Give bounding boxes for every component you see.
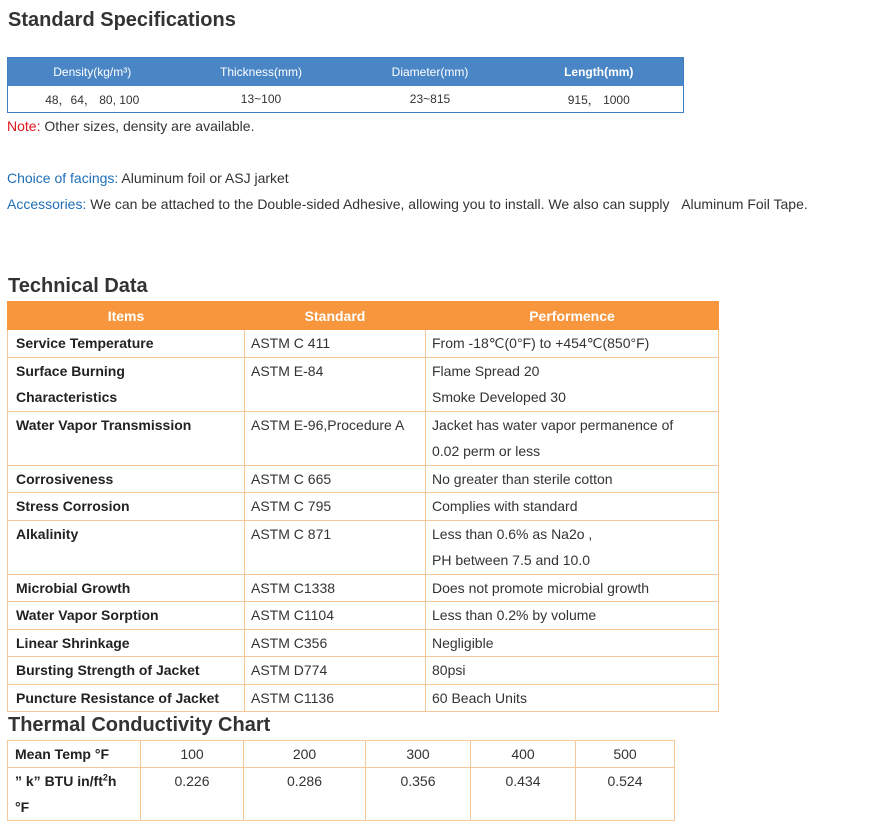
tech-item-text: Alkalinity	[16, 525, 79, 542]
tech-performance-text: Complies with standard	[432, 498, 578, 514]
tech-row	[8, 411, 719, 465]
tech-performance-text: No greater than sterile cotton	[432, 470, 613, 487]
tech-standard-cell: ASTM E-96,Procedure A	[245, 411, 426, 465]
tech-item-text: Puncture Resistance of Jacket	[16, 689, 220, 706]
tech-header-items: Items	[8, 302, 245, 330]
tech-row	[8, 465, 719, 493]
tech-performance-cell	[426, 493, 719, 521]
tech-item-cell	[8, 493, 245, 521]
spec-header-length: Length(mm)	[515, 58, 684, 87]
temp-cell: 200	[244, 741, 366, 768]
spec-value-row	[8, 86, 684, 113]
tech-performance-text: Jacket has water vapor permanence of	[432, 416, 674, 433]
tech-item-text: Water Vapor Transmission	[16, 416, 192, 433]
tech-standard-cell: ASTM C 411	[245, 330, 426, 358]
tech-performance-cell	[426, 684, 719, 712]
tech-performance-text: 80psi	[432, 662, 466, 678]
tech-item-cell	[8, 330, 245, 358]
k-value-cell: 0.434	[471, 768, 576, 821]
tech-item-text: Service Temperature	[16, 335, 154, 351]
tech-item-cell	[8, 520, 245, 574]
temp-cell: 500	[576, 741, 675, 768]
temp-cell: 300	[366, 741, 471, 768]
thermal-conductivity-table	[7, 740, 675, 821]
accessories-line	[7, 196, 808, 212]
facings-text: Aluminum foil or ASJ jarket	[118, 170, 289, 186]
tech-standard-cell: ASTM E-84	[245, 357, 426, 411]
technical-data-table	[7, 301, 719, 712]
facings-label: Choice of facings:	[7, 170, 119, 186]
k-value-label	[8, 768, 141, 821]
tech-row	[8, 357, 719, 411]
tech-performance-cell	[426, 602, 719, 630]
tech-performance-cell	[426, 574, 719, 602]
tech-row	[8, 520, 719, 574]
mean-temp-label: Mean Temp °F	[8, 741, 141, 768]
tech-performance-text: 60 Beach Units	[432, 689, 527, 706]
k-value-cell: 0.524	[576, 768, 675, 821]
spec-value-thickness: 13~100	[177, 86, 346, 113]
tech-header-standard: Standard	[245, 302, 426, 330]
temp-cell: 400	[471, 741, 576, 768]
spec-header-thickness: Thickness(mm)	[177, 58, 346, 87]
tech-header-row	[8, 302, 719, 330]
thermal-k-row	[8, 768, 675, 821]
thermal-conductivity-title: Thermal Conductivity Chart	[8, 714, 271, 736]
tech-row	[8, 684, 719, 712]
tech-item-cell	[8, 465, 245, 493]
k-label-superscript: 2	[102, 772, 108, 783]
tech-performance-text: Does not promote microbial growth	[432, 579, 650, 596]
tech-item-text: Microbial Growth	[16, 579, 131, 596]
k-label-unit: °F	[15, 799, 30, 815]
tech-header-performance: Performence	[426, 302, 719, 330]
tech-item-cell	[8, 411, 245, 465]
k-value-cell: 0.226	[141, 768, 244, 821]
standard-specifications-title: Standard Specifications	[8, 9, 236, 31]
note-label: Note:	[7, 118, 41, 134]
tech-row	[8, 574, 719, 602]
tech-performance-cell	[426, 520, 719, 574]
tech-standard-cell: ASTM C 871	[245, 520, 426, 574]
standard-specifications-table	[7, 57, 684, 113]
k-label-main: ” k” BTU in/ft	[15, 773, 103, 789]
technical-data-body	[8, 330, 719, 712]
technical-data-title: Technical Data	[8, 275, 148, 297]
tech-item-cell	[8, 684, 245, 712]
tech-standard-cell: ASTM C1104	[245, 602, 426, 630]
tech-standard-cell: ASTM C1136	[245, 684, 426, 712]
tech-performance-text: From -18℃(0°F) to +454℃(850°F)	[432, 335, 650, 351]
thermal-temp-row	[8, 741, 675, 768]
tech-row	[8, 602, 719, 630]
tech-item-text: Linear Shrinkage	[16, 634, 130, 651]
tech-row	[8, 657, 719, 685]
spec-value-diameter: 23~815	[346, 86, 515, 113]
tech-item-cell	[8, 657, 245, 685]
tech-performance-cell	[426, 330, 719, 358]
tech-performance-text: 0.02 perm or less	[432, 443, 541, 459]
tech-item-cell	[8, 574, 245, 602]
spec-header-density: Density(kg/m³)	[8, 58, 177, 87]
tech-item-text: Surface Burning	[16, 362, 125, 379]
temp-cell: 100	[141, 741, 244, 768]
k-value-cell: 0.356	[366, 768, 471, 821]
tech-item-text: Stress Corrosion	[16, 498, 130, 514]
spec-header-diameter: Diameter(mm)	[346, 58, 515, 87]
tech-performance-text: Less than 0.2% by volume	[432, 607, 597, 623]
facings-line	[7, 170, 289, 186]
tech-standard-cell: ASTM C356	[245, 629, 426, 657]
tech-performance-cell	[426, 657, 719, 685]
note-line	[7, 118, 254, 134]
accessories-label: Accessories:	[7, 196, 87, 212]
accessories-text: We can be attached to the Double-sided Adhesive, allowing you to install. We also can supply Aluminum Foil Tape.	[86, 196, 808, 212]
tech-performance-text: Flame Spread 20	[432, 362, 540, 379]
tech-performance-cell	[426, 629, 719, 657]
tech-standard-cell: ASTM C 795	[245, 493, 426, 521]
k-label-h: h	[107, 773, 117, 789]
tech-item-cell	[8, 629, 245, 657]
tech-performance-text: Smoke Developed 30	[432, 389, 566, 405]
tech-item-cell	[8, 357, 245, 411]
tech-item-text: Characteristics	[16, 389, 118, 405]
note-text: Other sizes, density are available.	[40, 118, 255, 134]
tech-performance-text: Less than 0.6% as Na2o ,	[432, 525, 593, 542]
spec-value-density: 48，64， 80, 100	[8, 86, 177, 113]
tech-item-text: Water Vapor Sorption	[16, 607, 159, 623]
tech-item-cell	[8, 602, 245, 630]
tech-performance-text: Negligible	[432, 634, 494, 651]
tech-performance-cell	[426, 357, 719, 411]
spec-header-row	[8, 58, 684, 87]
spec-value-length: 915， 1000	[515, 86, 684, 113]
tech-row	[8, 330, 719, 358]
tech-item-text: Corrosiveness	[16, 470, 114, 487]
tech-standard-cell: ASTM D774	[245, 657, 426, 685]
tech-row	[8, 629, 719, 657]
tech-performance-text: PH between 7.5 and 10.0	[432, 552, 591, 568]
tech-standard-cell: ASTM C 665	[245, 465, 426, 493]
tech-standard-cell: ASTM C1338	[245, 574, 426, 602]
tech-performance-cell	[426, 465, 719, 493]
tech-item-text: Bursting Strength of Jacket	[16, 662, 200, 678]
tech-performance-cell	[426, 411, 719, 465]
k-value-cell: 0.286	[244, 768, 366, 821]
tech-row	[8, 493, 719, 521]
